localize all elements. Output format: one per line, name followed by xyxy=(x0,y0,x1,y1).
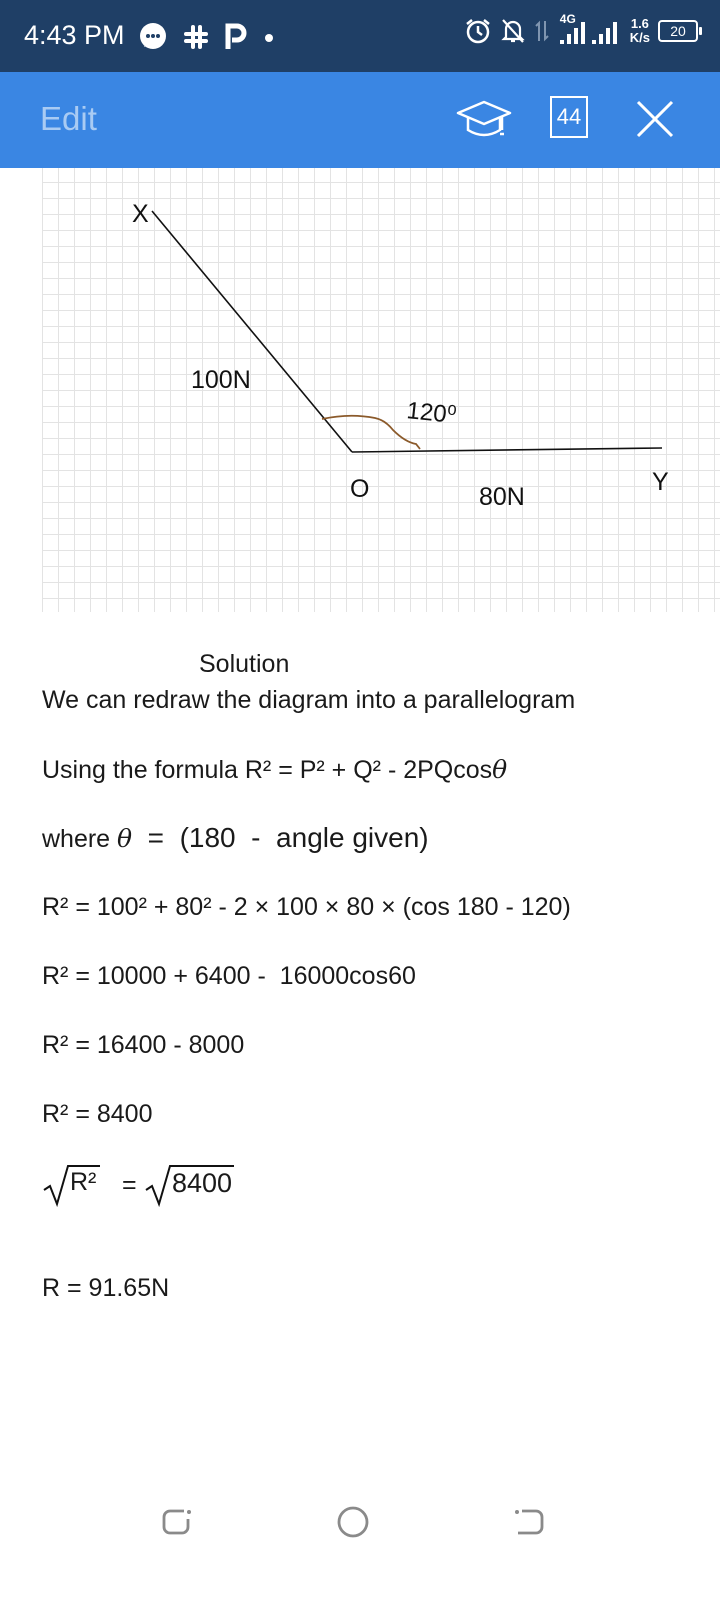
sqrt-equals: = xyxy=(122,1171,137,1199)
step-1: R² = 100² + 80² - 2 × 100 × 80 × (cos 180 - 120) xyxy=(42,893,571,921)
label-force-ox: 100N xyxy=(191,366,251,394)
back-nav-icon[interactable] xyxy=(160,1505,194,1539)
messenger-icon xyxy=(138,22,168,52)
sqrt-left-value: R² xyxy=(70,1168,97,1196)
close-icon[interactable] xyxy=(636,100,674,138)
solution-heading: Solution xyxy=(199,650,290,678)
force-line-oy xyxy=(352,448,662,452)
status-time: 4:43 PM xyxy=(24,20,125,50)
label-angle: 120⁰ xyxy=(405,397,458,430)
mute-bell-icon xyxy=(500,17,526,45)
step-2: R² = 10000 + 6400 - 16000cos60 xyxy=(42,962,416,990)
formula-text: Using the formula R² = P² + Q² - 2PQcos xyxy=(42,756,493,784)
edit-button[interactable]: Edit xyxy=(40,100,97,137)
where-suffix: = (180 - angle given) xyxy=(132,822,429,853)
step-4: R² = 8400 xyxy=(42,1100,153,1128)
theta-symbol: θ xyxy=(117,824,133,853)
net-speed-value: 1.6 xyxy=(630,16,649,31)
formula-line xyxy=(42,755,507,785)
net-speed xyxy=(630,17,650,45)
where-line xyxy=(42,822,429,854)
sqrt-symbol-left xyxy=(42,1164,72,1208)
data-arrows-icon xyxy=(534,17,550,45)
sqrt-left-bar xyxy=(70,1165,100,1167)
sqrt-right-bar xyxy=(172,1165,234,1167)
theta-symbol: θ xyxy=(492,755,508,784)
slack-icon xyxy=(182,23,210,51)
sqrt-right-value: 8400 xyxy=(172,1168,233,1198)
label-y: Y xyxy=(652,468,669,496)
alarm-icon xyxy=(464,17,492,45)
force-line-ox xyxy=(152,211,352,452)
signal-group xyxy=(558,14,622,48)
recent-apps-nav-icon[interactable] xyxy=(512,1505,546,1539)
label-x: X xyxy=(132,200,149,228)
net-speed-unit: K/s xyxy=(629,30,650,45)
more-dot-icon xyxy=(262,23,276,51)
step-3: R² = 16400 - 8000 xyxy=(42,1031,245,1059)
force-diagram xyxy=(0,168,720,612)
label-o: O xyxy=(350,475,370,503)
signal-icon xyxy=(558,14,622,48)
where-prefix: where xyxy=(42,825,118,853)
sqrt-symbol-right xyxy=(144,1164,174,1208)
status-bar xyxy=(0,0,720,72)
home-nav-icon[interactable] xyxy=(336,1505,370,1539)
counter-badge[interactable] xyxy=(550,96,588,138)
system-icons xyxy=(464,14,698,48)
navigation-bar xyxy=(0,1505,720,1600)
label-force-oy: 80N xyxy=(479,483,525,511)
p-app-icon xyxy=(224,23,248,51)
battery-indicator: 20 xyxy=(658,20,698,42)
graduation-cap-icon[interactable] xyxy=(452,96,516,144)
final-answer: R = 91.65N xyxy=(42,1274,170,1302)
counter-value: 44 xyxy=(556,104,582,129)
sqrt-line xyxy=(42,1162,302,1212)
app-bar xyxy=(0,72,720,168)
solution-intro: We can redraw the diagram into a parallelogram xyxy=(42,686,576,714)
network-type: 4G xyxy=(559,12,576,26)
notification-icons xyxy=(138,22,276,52)
